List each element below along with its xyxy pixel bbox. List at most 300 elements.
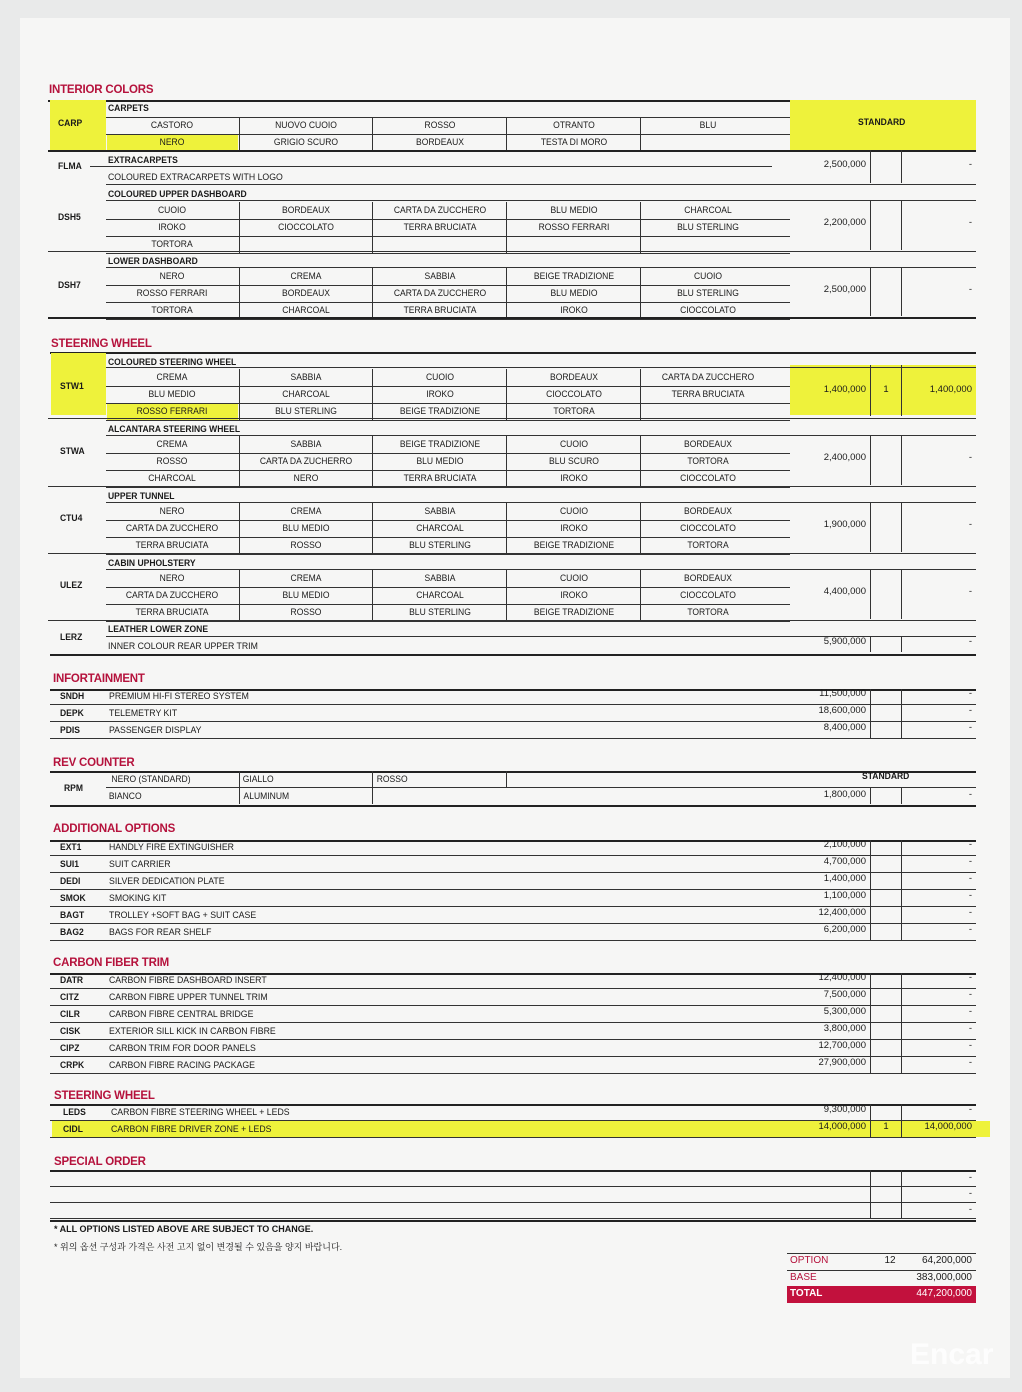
item-amount: - [968,1057,972,1068]
ctu4-color-cell: CIOCCOLATO [680,523,736,534]
column-divider [506,436,507,487]
rule-line [106,537,790,538]
section-title-special-order: SPECIAL ORDER [54,1156,146,1168]
code-cipz: CIPZ [60,1043,80,1054]
stw1-color-cell: BLU MEDIO [148,389,196,400]
code-dsh5: DSH5 [58,212,81,223]
stw1-color-cell: SABBIA [290,372,322,383]
code-pdis: PDIS [60,725,80,736]
rule-line [50,1186,976,1187]
ctu4-color-cell: CUOIO [559,506,589,517]
code-carp: CARP [58,118,83,129]
section-title-infotainment: INFORTAINMENT [53,673,145,685]
item-amount: - [968,688,972,699]
column-divider [901,689,902,738]
dsh5-price: 2,200,000 [823,217,866,228]
rule-line [50,1220,976,1222]
column-divider [901,569,902,619]
column-divider [901,840,902,940]
column-divider [901,150,902,183]
subtitle-upper-dashboard: COLOURED UPPER DASHBOARD [108,189,247,200]
rule-line [106,487,790,488]
item-desc: SMOKING KIT [109,893,167,904]
dsh7-color-cell: ROSSO FERRARI [136,288,208,299]
item-amount: - [968,907,972,918]
dsh5-color-cell: CIOCCOLATO [278,222,334,233]
item-amount: - [968,924,972,935]
carp-color-cell: BLU [699,120,717,131]
stwa-color-cell: BLU MEDIO [416,456,464,467]
subtitle-cabin-upholstery: CABIN UPHOLSTERY [108,558,196,569]
subtitle-carpets: CARPETS [108,103,149,114]
summary-total-amount: 447,200,000 [916,1288,972,1299]
code-dsh7: DSH7 [58,280,81,291]
note-english: * ALL OPTIONS LISTED ABOVE ARE SUBJECT TO CHANGE. [54,1224,314,1234]
dsh5-color-cell: BLU MEDIO [550,205,598,216]
rule-line [787,1270,976,1271]
item-amount: - [968,722,972,733]
ctu4-color-cell: CARTA DA ZUCCHERO [125,523,219,534]
rule-line [50,1073,976,1074]
ulez-color-cell: BEIGE TRADIZIONE [533,607,615,618]
stwa-color-cell: CHARCOAL [148,473,196,484]
rule-line [787,1253,976,1254]
item-price: 8,400,000 [823,722,866,733]
dsh7-color-cell: IROKO [560,305,588,316]
rule-line [106,236,790,237]
column-divider [870,150,871,183]
summary-base-label: BASE [790,1272,817,1283]
ctu4-color-cell: CREMA [290,506,322,517]
rule-line [106,117,790,118]
dsh7-color-cell: CUOIO [693,271,723,282]
item-desc: CARBON FIBRE DRIVER ZONE + LEDS [111,1124,272,1135]
stw1-color-cell: CARTA DA ZUCCHERO [661,372,755,383]
item-desc: TELEMETRY KIT [109,708,178,719]
rule-line [106,604,790,605]
stw1-price: 1,400,000 [823,384,866,395]
rule-line [50,940,976,941]
ulez-color-cell: SABBIA [424,573,456,584]
subtitle-upper-tunnel: UPPER TUNNEL [108,491,175,502]
code-bagt: BAGT [60,910,85,921]
dsh5-color-cell: IROKO [158,222,186,233]
stw1-color-cell: CHARCOAL [282,389,330,400]
stwa-color-cell: CUOIO [559,439,589,450]
column-divider [901,200,902,250]
column-divider [239,771,240,804]
item-price: 12,400,000 [818,972,866,983]
dsh5-color-cell: CUOIO [157,205,187,216]
subtitle-leather-lower-zone: LEATHER LOWER ZONE [108,624,209,635]
column-divider [640,570,641,621]
stw1-color-cell: BLU STERLING [275,406,337,417]
column-divider [870,1104,871,1137]
item-price: 18,600,000 [818,705,866,716]
code-cisk: CISK [60,1026,81,1037]
item-desc: PREMIUM HI-FI STEREO SYSTEM [109,691,249,702]
code-depk: DEPK [60,708,84,719]
dsh7-price: 2,500,000 [823,284,866,295]
carp-color-cell: ROSSO [424,120,456,131]
ctu4-price: 1,900,000 [823,519,866,530]
column-divider [901,787,902,804]
column-divider [506,369,507,420]
ctu4-color-cell: BLU STERLING [409,540,471,551]
code-sui1: SUI1 [60,859,80,870]
item-price: 2,100,000 [823,839,866,850]
rule-line [106,554,790,555]
ulez-color-cell: TORTORA [687,607,729,618]
column-divider [372,570,373,621]
rule-line [48,418,976,419]
section-title-rev-counter: REV COUNTER [53,757,135,769]
lerz-desc: INNER COLOUR REAR UPPER TRIM [108,641,258,652]
carp-color-cell: NUOVO CUOIO [275,120,337,131]
item-amount: - [968,1006,972,1017]
carp-color-cell: CASTORO [150,120,194,131]
dsh7-amount: - [968,284,972,295]
dsh5-color-cell: TORTORA [151,239,193,250]
rule-line [106,569,976,570]
ulez-color-cell: BORDEAUX [683,573,732,584]
stwa-color-cell: CARTA DA ZUCHERRO [259,456,353,467]
code-sndh: SNDH [60,691,85,702]
rule-line [106,219,790,220]
rule-line [106,520,790,521]
column-divider [506,268,507,319]
ulez-amount: - [968,586,972,597]
rule-line [48,317,976,319]
column-divider [870,689,871,738]
rule-line [50,738,976,739]
item-desc: CARBON FIBRE RACING PACKAGE [109,1060,256,1071]
ctu4-color-cell: SABBIA [424,506,456,517]
dsh5-color-cell: BORDEAUX [281,205,330,216]
summary-base-amount: 383,000,000 [916,1272,972,1283]
item-desc: SUIT CARRIER [109,859,171,870]
flma-desc: COLOURED EXTRACARPETS WITH LOGO [108,172,283,183]
dsh5-amount: - [968,217,972,228]
subtitle-coloured-steering-wheel: COLOURED STEERING WHEEL [108,357,237,368]
ctu4-color-cell: ROSSO [290,540,322,551]
stw1-color-cell: TORTORA [553,406,595,417]
dsh7-color-cell: BORDEAUX [281,288,330,299]
stwa-color-cell: BEIGE TRADIZIONE [399,439,481,450]
rule-line [106,453,790,454]
rule-line [106,420,790,421]
rule-line [106,435,976,436]
rule-line [106,587,790,588]
special-order-amount: - [968,1188,972,1199]
section-title-steering-wheel: STEERING WHEEL [51,338,152,350]
column-divider [901,502,902,552]
carp-color-cell: BORDEAUX [415,137,464,148]
column-divider [901,973,902,1073]
item-price: 3,800,000 [823,1023,866,1034]
column-divider [239,202,240,253]
ulez-color-cell: TERRA BRUCIATA [135,607,209,618]
rule-line [50,1137,976,1138]
item-amount: - [968,972,972,983]
stwa-color-cell: TORTORA [687,456,729,467]
code-smok: SMOK [60,893,86,904]
rule-line [50,805,976,807]
ctu4-amount: - [968,519,972,530]
column-divider [870,1170,871,1219]
rule-line [106,302,790,303]
item-price: 27,900,000 [818,1057,866,1068]
column-divider [640,436,641,487]
column-divider [372,202,373,253]
rev-color-cell: BIANCO [108,791,142,802]
lerz-amount: - [968,636,972,647]
stw1-color-cell: CIOCCOLATO [546,389,602,400]
stwa-color-cell: SABBIA [290,439,322,450]
column-divider [901,1170,902,1219]
ulez-color-cell: ROSSO [290,607,322,618]
rule-line [106,621,790,622]
code-lerz: LERZ [60,632,83,643]
dsh7-color-cell: CIOCCOLATO [680,305,736,316]
rev-color-cell: GIALLO [242,774,274,785]
column-divider [870,267,871,316]
column-divider [870,569,871,619]
note-korean: * 위의 옵션 구성과 가격은 사전 고지 없이 변경될 수 있음을 양지 바랍니다. [54,1242,343,1252]
rule-line [106,184,976,185]
stwa-amount: - [968,452,972,463]
rule-line [48,486,976,487]
item-price: 14,000,000 [818,1121,866,1132]
carp-color-cell: NERO [159,137,185,148]
stwa-price: 2,400,000 [823,452,866,463]
column-divider [870,502,871,552]
dsh7-color-cell: BLU MEDIO [550,288,598,299]
column-divider [870,840,871,940]
ulez-color-cell: BLU STERLING [409,607,471,618]
item-desc: CARBON TRIM FOR DOOR PANELS [109,1043,256,1054]
item-amount: - [968,890,972,901]
rule-line [50,771,976,773]
rule-line [106,200,976,201]
item-price: 1,400,000 [823,873,866,884]
code-stw1: STW1 [60,381,84,392]
column-divider [239,436,240,487]
dsh5-color-cell: CARTA DA ZUCCHERO [393,205,487,216]
dsh5-color-cell: CHARCOAL [684,205,732,216]
carp-color-cell: OTRANTO [553,120,595,131]
column-divider [239,503,240,554]
dsh7-color-cell: BLU STERLING [677,288,739,299]
column-divider [870,787,871,804]
stwa-color-cell: NERO [293,473,319,484]
column-divider [372,117,373,151]
item-price: 7,500,000 [823,989,866,1000]
stw1-amount: 1,400,000 [929,384,972,395]
column-divider [640,369,641,420]
stw1-color-cell: BEIGE TRADIZIONE [399,406,481,417]
item-desc: SILVER DEDICATION PLATE [109,876,225,887]
stw1-color-cell: IROKO [426,389,454,400]
column-divider [870,200,871,250]
rule-line [50,1170,976,1172]
dsh7-color-cell: BEIGE TRADIZIONE [533,271,615,282]
ulez-color-cell: BLU MEDIO [282,590,330,601]
column-divider [901,636,902,652]
rpm-price: 1,800,000 [823,789,866,800]
item-price: 11,500,000 [819,688,866,699]
dsh7-color-cell: TERRA BRUCIATA [403,305,477,316]
carp-color-cell: TESTA DI MORO [540,137,608,148]
column-divider [506,570,507,621]
stwa-color-cell: TERRA BRUCIATA [403,473,477,484]
dsh7-color-cell: TORTORA [151,305,193,316]
column-divider [870,365,871,416]
column-divider [239,369,240,420]
code-stwa: STWA [60,446,85,457]
stw1-color-cell: ROSSO FERRARI [136,406,208,417]
lerz-price: 5,900,000 [823,636,866,647]
item-amount: - [968,873,972,884]
column-divider [372,369,373,420]
item-qty: 1 [883,1121,889,1132]
stwa-color-cell: CREMA [156,439,188,450]
rule-line [106,253,790,254]
column-divider [506,771,507,787]
stwa-color-cell: ROSSO [156,456,188,467]
item-desc: CARBON FIBRE STEERING WHEEL + LEDS [111,1107,290,1118]
item-amount: - [968,1023,972,1034]
rule-line [106,470,790,471]
code-crpk: CRPK [60,1060,85,1071]
column-divider [640,202,641,253]
rule-line [106,285,790,286]
subtitle-extracarpets: EXTRACARPETS [108,155,178,166]
column-divider [372,268,373,319]
dsh7-color-cell: CREMA [290,271,322,282]
ctu4-color-cell: TORTORA [687,540,729,551]
column-divider [372,771,373,804]
ulez-color-cell: CHARCOAL [416,590,464,601]
item-desc: CARBON FIBRE CENTRAL BRIDGE [109,1009,254,1020]
item-desc: CARBON FIBRE DASHBOARD INSERT [109,975,267,986]
item-amount: - [968,705,972,716]
column-divider [901,1104,902,1137]
stw1-color-cell: TERRA BRUCIATA [671,389,745,400]
code-citz: CITZ [60,992,79,1003]
rule-line [48,553,976,554]
column-divider [870,973,871,1073]
stw1-qty: 1 [883,384,889,395]
rule-line [50,654,976,656]
column-divider [506,117,507,151]
subtitle-lower-dashboard: LOWER DASHBOARD [108,256,198,267]
item-amount: - [968,989,972,1000]
ulez-color-cell: CARTA DA ZUCCHERO [125,590,219,601]
rev-color-cell: ALUMINUM [243,791,290,802]
code-dedi: DEDI [60,876,81,887]
ulez-color-cell: IROKO [560,590,588,601]
dsh7-color-cell: SABBIA [424,271,456,282]
rev-standard-label: STANDARD [862,771,910,782]
stwa-color-cell: IROKO [560,473,588,484]
item-desc: CARBON FIBRE UPPER TUNNEL TRIM [109,992,268,1003]
stwa-color-cell: CIOCCOLATO [680,473,736,484]
ulez-color-cell: NERO [159,573,185,584]
item-price: 4,700,000 [823,856,866,867]
section-title-additional-options: ADDITIONAL OPTIONS [53,823,176,835]
item-desc: PASSENGER DISPLAY [109,725,202,736]
ctu4-color-cell: BORDEAUX [683,506,732,517]
stw1-color-cell: CREMA [156,372,188,383]
ulez-color-cell: CREMA [290,573,322,584]
ctu4-color-cell: BLU MEDIO [282,523,330,534]
stw1-color-cell: BORDEAUX [549,372,598,383]
item-price: 12,700,000 [818,1040,866,1051]
column-divider [870,636,871,652]
summary-option-amount: 64,200,000 [921,1255,972,1266]
column-divider [239,268,240,319]
ulez-color-cell: CIOCCOLATO [680,590,736,601]
ulez-price: 4,400,000 [823,586,866,597]
item-amount: - [968,1104,972,1115]
item-price: 12,400,000 [818,907,866,918]
ulez-color-cell: CUOIO [559,573,589,584]
code-cidl: CIDL [63,1124,83,1135]
rpm-amount: - [968,789,972,800]
ctu4-color-cell: BEIGE TRADIZIONE [533,540,615,551]
item-desc: HANDLY FIRE EXTINGUISHER [109,842,234,853]
column-divider [870,435,871,485]
dsh7-color-cell: CARTA DA ZUCCHERO [393,288,487,299]
rule-line [48,620,976,621]
code-ulez: ULEZ [60,580,83,591]
rule-line [50,352,976,354]
code-leds: LEDS [63,1107,86,1118]
rule-line [106,787,976,788]
column-divider [640,503,641,554]
item-price: 1,100,000 [823,890,866,901]
code-ext1: EXT1 [60,842,82,853]
dsh5-color-cell: TERRA BRUCIATA [403,222,477,233]
dsh5-color-cell: BLU STERLING [677,222,739,233]
item-desc: EXTERIOR SILL KICK IN CARBON FIBRE [109,1026,276,1037]
code-datr: DATR [60,975,84,986]
column-divider [640,117,641,151]
rule-line [50,1218,976,1219]
item-price: 6,200,000 [823,924,866,935]
code-ctu4: CTU4 [60,513,83,524]
summary-option-count: 12 [884,1255,896,1266]
ctu4-color-cell: TERRA BRUCIATA [135,540,209,551]
ctu4-color-cell: IROKO [560,523,588,534]
rev-color-cell: ROSSO [376,774,408,785]
item-amount: - [968,856,972,867]
code-bag2: BAG2 [60,927,84,938]
carp-color-cell: GRIGIO SCURO [273,137,339,148]
item-price: 5,300,000 [823,1006,866,1017]
section-title-interior-colors: INTERIOR COLORS [49,84,154,96]
item-amount: - [968,839,972,850]
code-cilr: CILR [60,1009,80,1020]
item-desc: TROLLEY +SOFT BAG + SUIT CASE [109,910,257,921]
column-divider [239,117,240,151]
code-flma: FLMA [58,161,82,172]
ctu4-color-cell: CHARCOAL [416,523,464,534]
rule-line [50,1202,976,1203]
summary-option-label: OPTION [790,1255,829,1266]
column-divider [901,435,902,485]
